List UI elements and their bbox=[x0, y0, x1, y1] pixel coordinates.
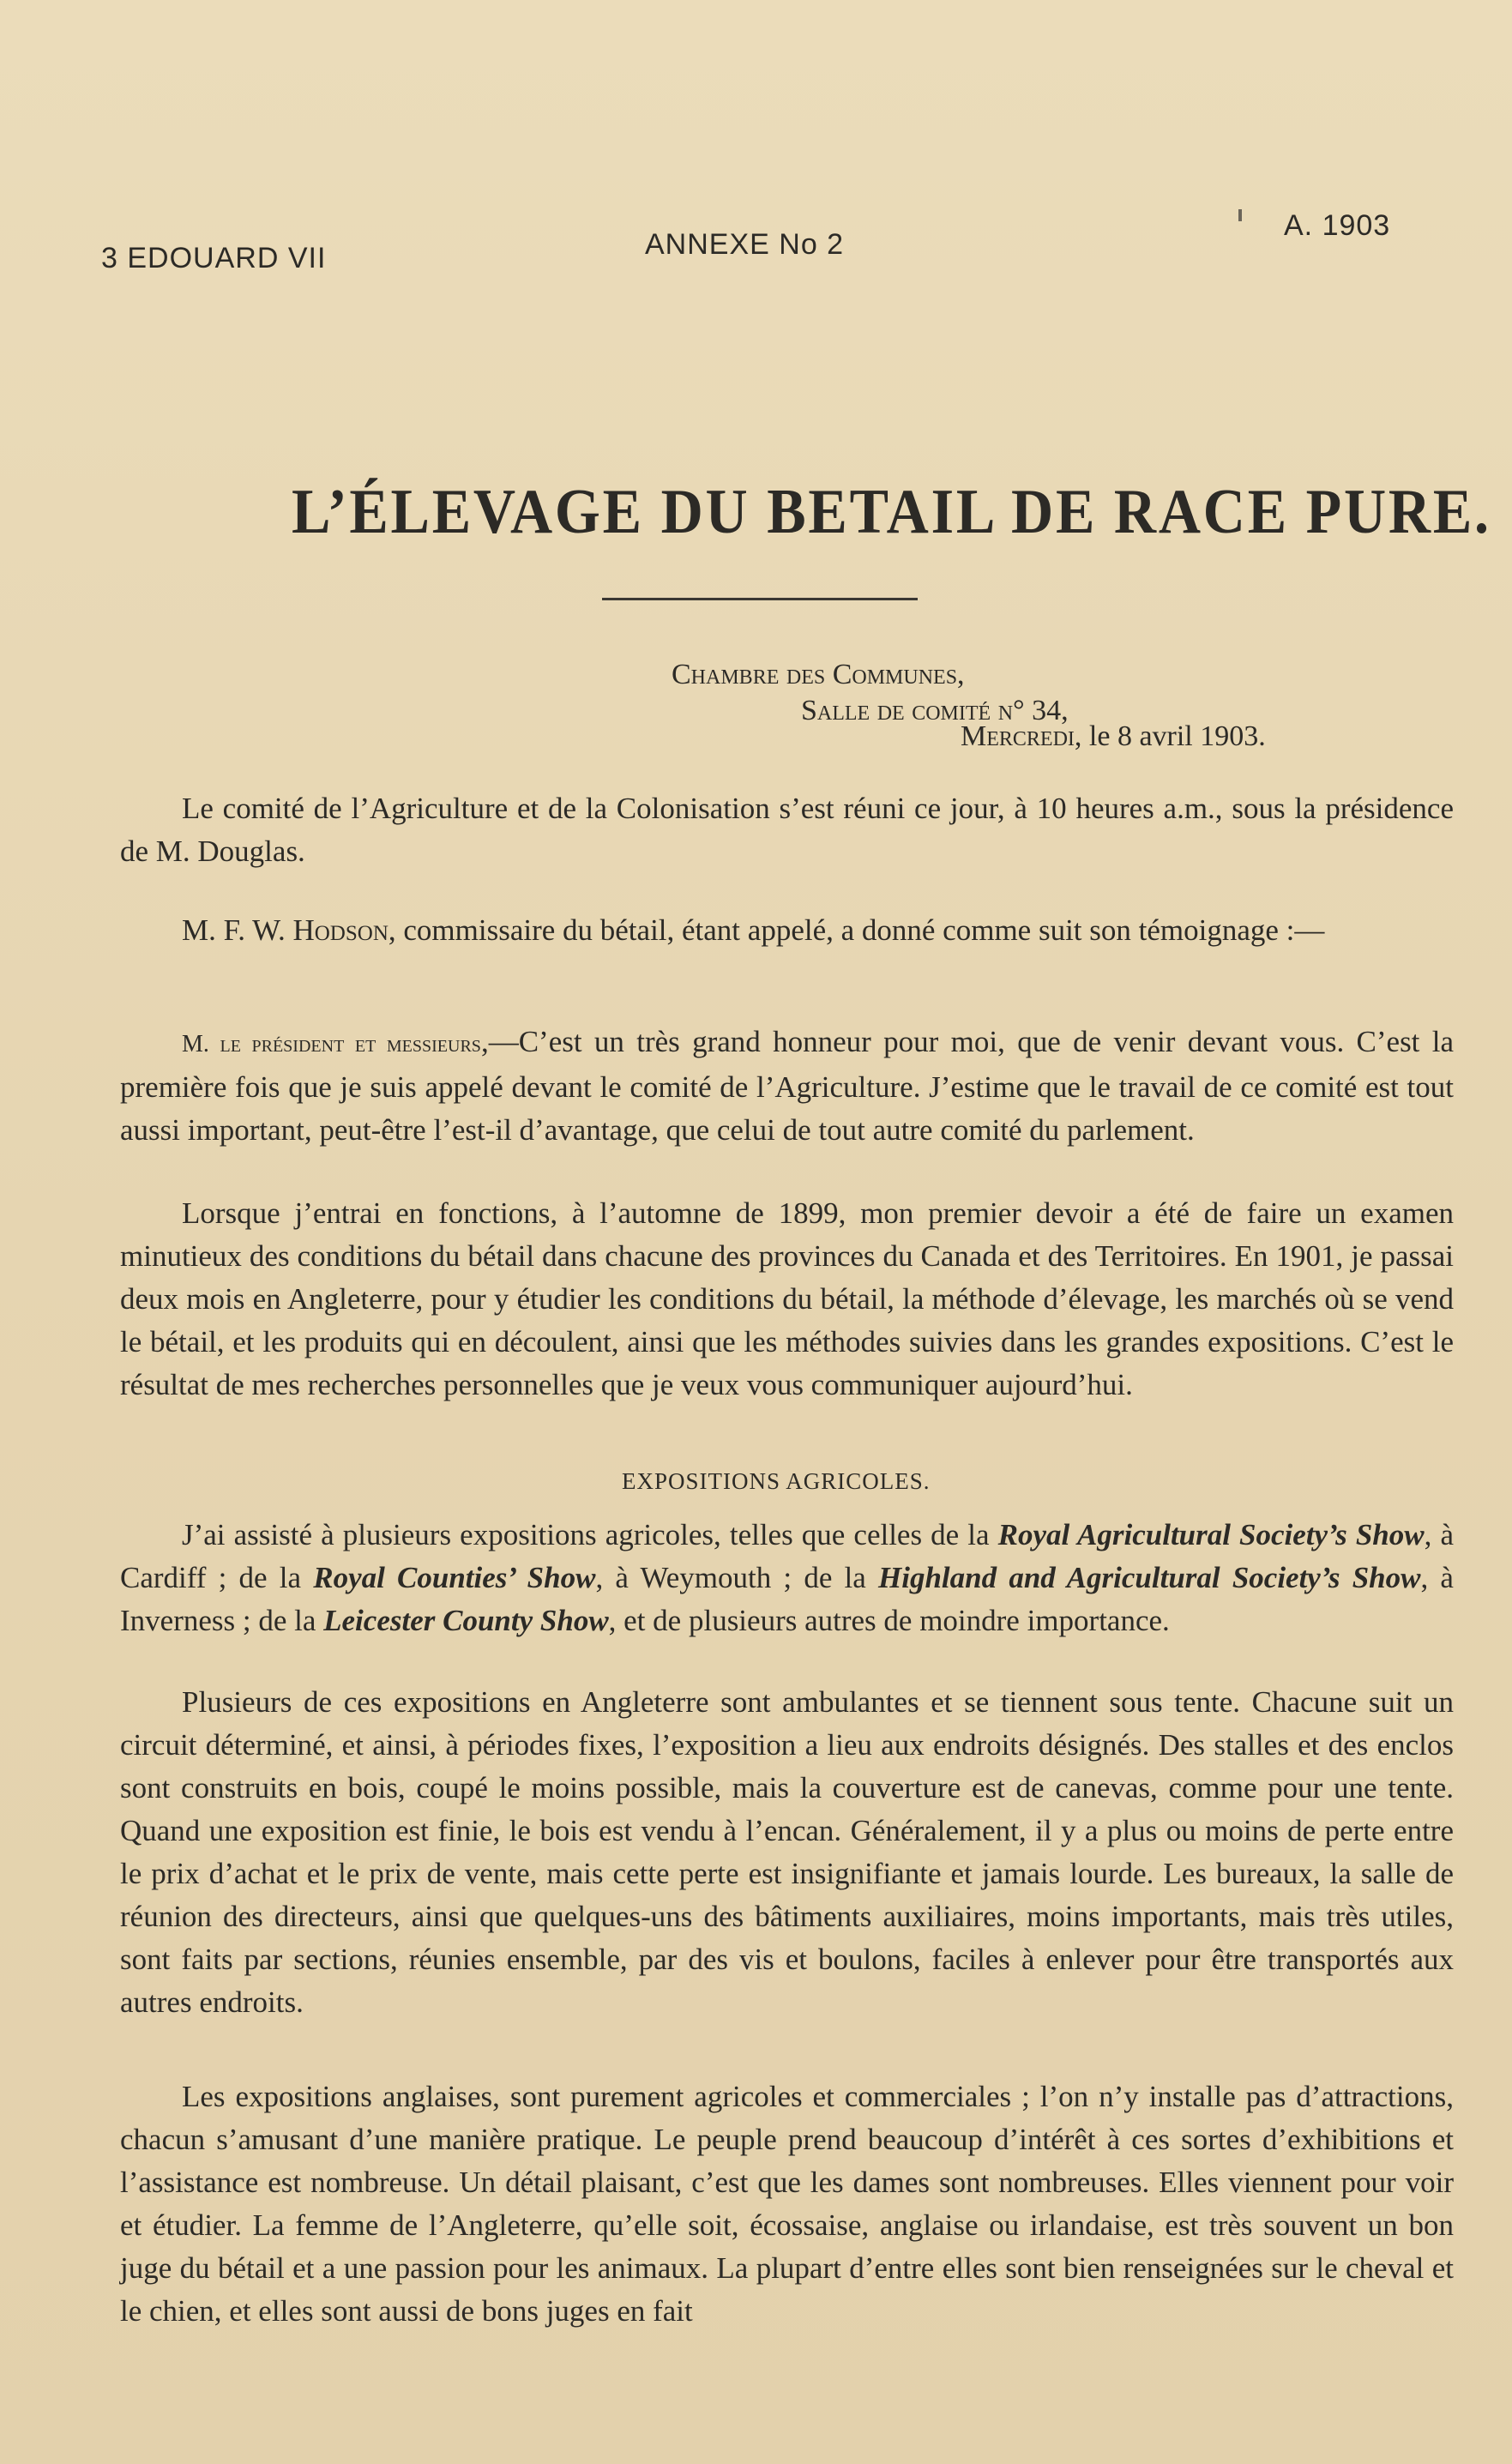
title-rule bbox=[602, 598, 918, 600]
page-speck bbox=[1238, 209, 1242, 221]
witness-text: , commissaire du bétail, étant appelé, a donné comme suit son témoignage :— bbox=[388, 913, 1325, 947]
paragraph-functions-text: Lorsque j’entrai en fonctions, à l’automne de 1899, mon premier devoir a été de faire un examen minutieux des conditions du bétail dans chacune des provinces du Canada et des Territoires. En 1901, je passai deux mois en Angleterre, pour y étudier les conditions du bétail, la méthode d’élevage, les marchés où se vend le bétail, et les produits qui en découlent, ainsi que les méthodes suivies dans les grandes expositions. C’est le résultat de mes recherches personnelles que je veux vous communiquer aujourd’hui. bbox=[120, 1196, 1454, 1401]
dateline-date bbox=[961, 720, 1266, 753]
section-heading: EXPOSITIONS AGRICOLES. bbox=[622, 1468, 931, 1494]
exhibition-name-royal-agricultural: Royal Agricultural Society’s Show bbox=[997, 1518, 1425, 1551]
paragraph-exhibitions bbox=[120, 1514, 1454, 1642]
paragraph-witness bbox=[120, 909, 1454, 952]
running-head-left: 3 EDOUARD VII bbox=[101, 242, 327, 274]
dateline-date-text: , le 8 avril 1903. bbox=[1074, 720, 1266, 752]
exhibition-name-leicester: Leicester County Show bbox=[323, 1604, 609, 1637]
paragraph-opening bbox=[120, 787, 1454, 873]
witness-name: M. F. W. Hodson bbox=[182, 913, 389, 947]
exhibitions-text-e: , et de plusieurs autres de moindre importance. bbox=[608, 1604, 1170, 1637]
address-salutation: M. le président et messieurs bbox=[182, 1031, 481, 1057]
paragraph-address-wrap bbox=[120, 1021, 1454, 1152]
paragraph-witness-wrap bbox=[120, 909, 1454, 952]
page-title: L’ÉLEVAGE DU BETAIL DE RACE PURE. bbox=[292, 477, 1491, 547]
exhibition-name-highland: Highland and Agricultural Society’s Show bbox=[878, 1561, 1421, 1594]
dateline-room: Salle de comité n° 34, bbox=[801, 695, 1069, 726]
paragraph-opening-text: Le comité de l’Agriculture et de la Colonisation s’est réuni ce jour, à 10 heures a.m., sous la présidence de M. Douglas. bbox=[120, 792, 1454, 868]
paragraph-address bbox=[120, 1021, 1454, 1152]
paragraph-travelling-shows bbox=[120, 1681, 1454, 2024]
paragraph-travelling-shows-text: Plusieurs de ces expositions en Angleterre sont ambulantes et se tiennent sous tente. Chacune suit un circuit déterminé, et ainsi, à périodes fixes, l’exposition a lieu aux endroits désignés. Des stalles et des enclos sont construits en bois, coupé le moins possible, mais la couverture est de canevas, comme pour une tente. Quand une exposition est finie, le bois est vendu à l’encan. Généralement, il y a plus ou moins de perte entre le prix d’achat et le prix de vente, mais cette perte est insignifiante et jamais lourde. Les bureaux, la salle de réunion des directeurs, ainsi que quelques-uns des bâtiments auxiliaires, moins importants, mais très utiles, sont faits par sections, réunies ensemble, par des vis et boulons, faciles à enlever pour être transportés aux autres endroits. bbox=[120, 1685, 1454, 2019]
exhibitions-text-b: , à Cardiff ; de la bbox=[120, 1518, 1454, 1594]
address-text: ,—C’est un très grand honneur pour moi, que de venir devant vous. C’est la première fois que je suis appelé devant le comité de l’Agriculture. J’estime que le travail de ce comité est tout aussi important, peut-être l’est-il d’avantage, que celui de tout autre comité du parlement. bbox=[120, 1025, 1455, 1147]
paragraph-english-shows-text: Les expositions anglaises, sont purement agricoles et commerciales ; l’on n’y installe pas d’attractions, chacun s’amusant d’une manière pratique. Le peuple prend beaucoup d’intérêt à ces sortes d’exhibitions et l’assistance est nombreuse. Un détail plaisant, c’est que les dames sont nombreuses. Elles viennent pour voir et étudier. La femme de l’Angleterre, qu’elle soit, écossaise, anglaise ou irlandaise, est très souvent un bon juge du bétail et a une passion pour les animaux. La plupart d’entre elles sont bien renseignées sur le cheval et le chien, et elles sont aussi de bons juges en fait bbox=[120, 2080, 1454, 2328]
exhibition-name-royal-counties: Royal Counties’ Show bbox=[313, 1561, 596, 1594]
running-head-right: A. 1903 bbox=[1284, 209, 1391, 242]
paragraph-english-shows bbox=[120, 2075, 1454, 2333]
dateline-chamber: Chambre des Communes, bbox=[672, 659, 965, 690]
dateline-weekday: Mercredi bbox=[961, 720, 1075, 752]
exhibitions-text-c: , à Weymouth ; de la bbox=[595, 1561, 879, 1594]
paragraph-functions bbox=[120, 1192, 1454, 1407]
exhibitions-text-a: J’ai assisté à plusieurs expositions agricoles, telles que celles de la bbox=[182, 1518, 998, 1551]
exhibitions-text-d: , à Inverness ; de la bbox=[120, 1561, 1454, 1637]
paragraph-exhibitions-wrap bbox=[120, 1514, 1454, 1642]
running-head-center: ANNEXE No 2 bbox=[645, 228, 845, 261]
